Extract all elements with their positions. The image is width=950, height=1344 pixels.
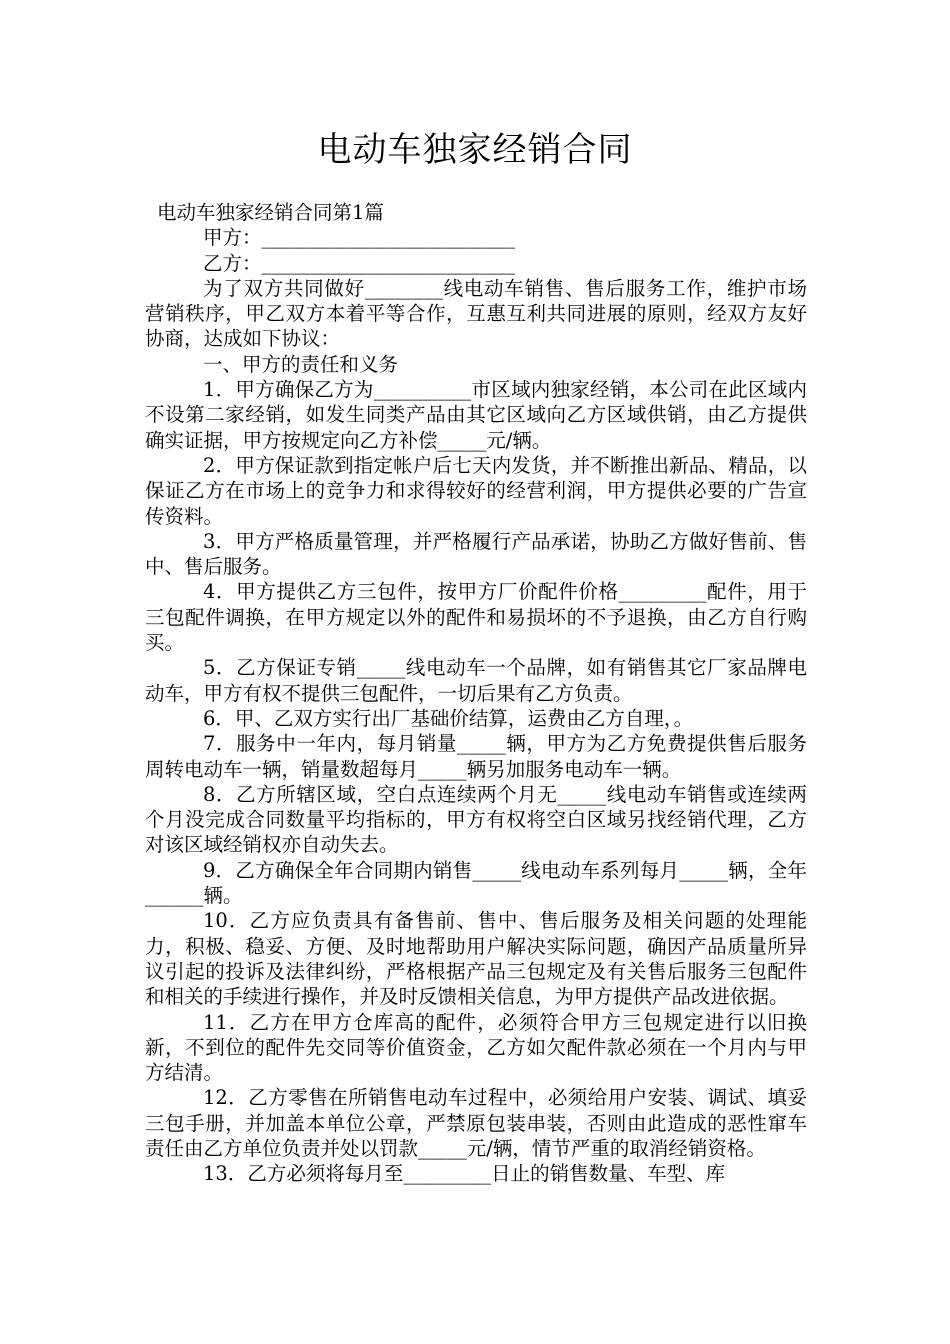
document-title: 电动车独家经销合同 [317,130,633,170]
clause-6: 6．甲、乙双方实行出厂基础价结算，运费由乙方自理，。 [203,706,694,730]
clause-12: 12．乙方零售在所销售电动车过程中，必须给用户安装、调试、填妥三包手册，并加盖本单位公章，严禁原包装串装，否则由此造成的恶性窜车责任由乙方单位负责并处以罚款_____元/辆，情节严重的取消经销资格。 [145,1086,807,1160]
party-a-blank: __________________________ [261,226,516,250]
section-heading: 一、甲方的责任和义务 [203,352,399,376]
party-b-label: 乙方： [203,251,262,275]
paragraph-preamble: 为了双方共同做好________线电动车销售、售后服务工作，维护市场营销秩序，甲乙双方本着平等合作，互惠互利共同进展的原则，经双方友好协商，达成如下协议： [145,276,807,351]
clause-3: 3．甲方严格质量管理，并严格履行产品承诺，协助乙方做好售前、售中、售后服务。 [145,529,807,579]
clause-10: 10．乙方应负责具有备售前、售中、售后服务及相关问题的处理能力，积极、稳妥、方便、及时地帮助用户解决实际问题，确因产品质量所异议引起的投诉及法律纠纷，严格根据产品三包规定及有关售后服务三包配件和相关的手续进行操作，并及时反馈相关信息，为甲方提供产品改进依据。 [145,909,807,1009]
clause-2: 2．甲方保证款到指定帐户后七天内发货，并不断推出新品、精品，以保证乙方在市场上的竞争力和求得较好的经营利润，甲方提供必要的广告宣传资料。 [145,453,807,528]
clause-11: 11．乙方在甲方仓库高的配件，必须符合甲方三包规定进行以旧换新，不到位的配件先交同等价值资金，乙方如欠配件款必须在一个月内与甲方结清。 [145,1010,807,1085]
clause-5: 5．乙方保证专销_____线电动车一个品牌，如有销售其它厂家品牌电动车，甲方有权不提供三包配件，一切后果有乙方负责。 [145,656,807,705]
clause-9: 9．乙方确保全年合同期内销售_____线电动车系列每月_____辆，全年______辆。 [145,858,807,908]
party-a-line [145,225,807,250]
party-b-line [145,251,807,276]
clause-1: 1．甲方确保乙方为__________市区域内独家经销，本公司在此区域内不设第二家经销，如发生同类产品由其它区域向乙方区域供销，由乙方提供确实证据，甲方按规定向乙方补偿_____元/辆。 [145,378,807,452]
clause-4: 4．甲方提供乙方三包件，按甲方厂价配件价格_________配件，用于三包配件调换，在甲方规定以外的配件和易损坏的不予退换，由乙方自行购买。 [145,580,807,655]
document-subtitle: 电动车独家经销合同第1篇 [157,201,384,224]
clause-8: 8．乙方所辖区域，空白点连续两个月无_____线电动车销售或连续两个月没完成合同数量平均指标的，甲方有权将空白区域另找经销代理，乙方对该区域经销权亦自动失去。 [145,782,807,857]
clause-13: 13．乙方必须将每月至_________日止的销售数量、车型、库 [203,1162,726,1186]
party-b-blank: __________________________ [261,251,516,275]
party-a-label: 甲方： [203,226,262,250]
document-body [145,200,807,1187]
clause-7: 7．服务中一年内，每月销量_____辆，甲方为乙方免费提供售后服务周转电动车一辆，销量数超每月_____辆另加服务电动车一辆。 [145,732,807,781]
